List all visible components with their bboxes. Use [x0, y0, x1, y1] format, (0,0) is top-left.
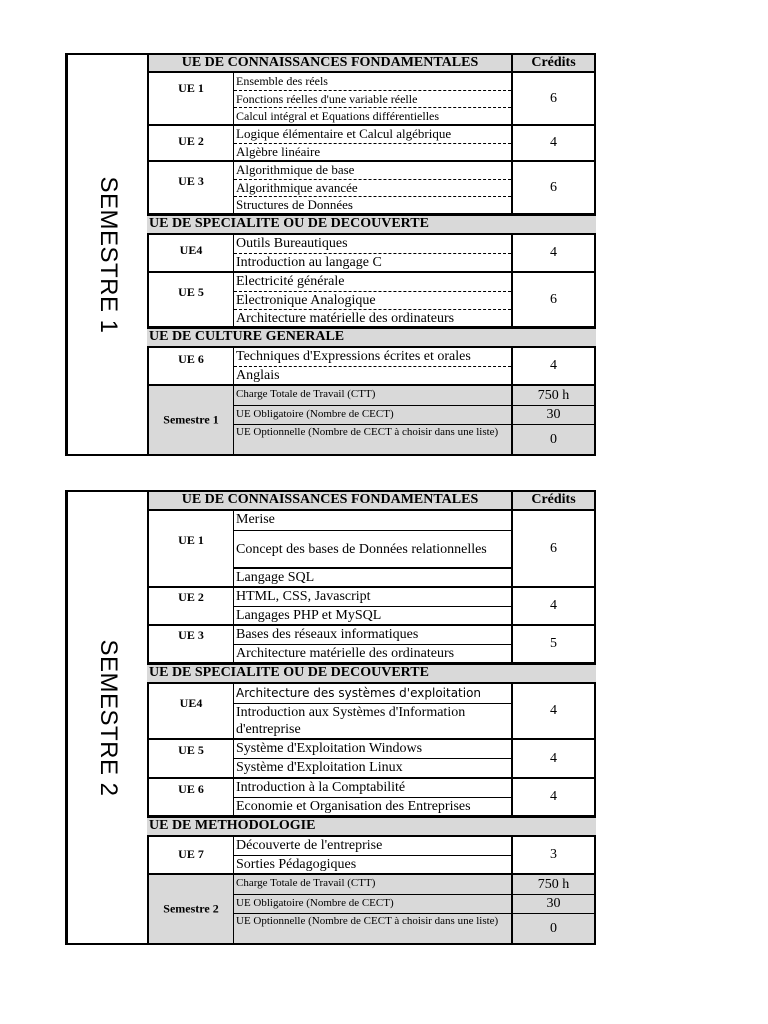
semester-2-label [65, 490, 147, 945]
semester-1-label [65, 53, 147, 456]
header-credits: Crédits [513, 492, 596, 509]
ue-courses [233, 126, 513, 160]
ue-code: UE 6 [147, 348, 233, 384]
ue-credits: 6 [513, 273, 596, 326]
ue-credits: 4 [513, 348, 596, 384]
ue-row-1 [147, 511, 596, 588]
course: Logique élémentaire et Calcul algébrique [236, 126, 452, 141]
course: Découverte de l'entreprise [236, 838, 383, 853]
ue-code: UE 3 [147, 626, 233, 662]
course: Système d'Exploitation Windows [236, 741, 423, 756]
summary-rows [233, 386, 596, 454]
course: Algorithmique de base [236, 162, 355, 177]
ue-row-2 [147, 588, 596, 626]
ue-code: UE 2 [147, 588, 233, 624]
summary-ctt-row [233, 386, 596, 405]
semester-1-table [65, 53, 596, 456]
ue-row-3 [147, 162, 596, 215]
summary-oblig-label: UE Obligatoire (Nombre de CECT) [233, 895, 513, 913]
ue-row-1 [147, 73, 596, 126]
course: HTML, CSS, Javascript [236, 589, 371, 604]
course: Ensemble des réels [236, 74, 328, 88]
course: Architecture matérielle des ordinateurs [234, 309, 511, 327]
ue-row-2 [147, 126, 596, 162]
course: Economie et Organisation des Entreprises [234, 797, 511, 815]
ue-code: UE4 [147, 235, 233, 271]
ue-courses [233, 684, 513, 738]
semester-2-table [65, 490, 596, 945]
ue-code: UE 1 [147, 511, 233, 586]
course: Fonctions réelles d'une variable réelle [234, 90, 511, 107]
ue-credits: 4 [513, 684, 596, 738]
ue-code: UE4 [147, 684, 233, 738]
ue-courses [233, 73, 513, 124]
course: Techniques d'Expressions écrites et orales [236, 349, 471, 364]
summary-option-label: UE Optionnelle (Nombre de CECT à choisir dans une liste) [233, 425, 513, 454]
summary-oblig-value: 30 [513, 406, 596, 424]
summary-option-row [233, 913, 596, 943]
summary-oblig-value: 30 [513, 895, 596, 913]
ue-courses [233, 511, 513, 586]
course: Algèbre linéaire [234, 143, 511, 160]
course: Electronique Analogique [234, 291, 511, 309]
header-row [147, 490, 596, 511]
ue-code: UE 2 [147, 126, 233, 160]
summary-block [147, 875, 596, 945]
summary-ctt-label: Charge Totale de Travail (CTT) [233, 386, 513, 405]
summary-ctt-value: 750 h [513, 875, 596, 894]
category-row-culture: UE DE CULTURE GENERALE [147, 328, 596, 348]
category-row-methodologie: UE DE METHODOLOGIE [147, 817, 596, 837]
semester-2-label-text: SEMESTRE 2 [94, 638, 122, 797]
ue-row-5 [147, 740, 596, 779]
summary-option-row [233, 424, 596, 454]
ue-row-4 [147, 684, 596, 740]
course: Bases des réseaux informatiques [236, 627, 419, 642]
course: Outils Bureautiques [236, 236, 348, 251]
course: Algorithmique avancée [234, 179, 511, 196]
summary-oblig-label: UE Obligatoire (Nombre de CECT) [233, 406, 513, 424]
semester-2-grid [147, 490, 596, 945]
ue-code: UE 6 [147, 779, 233, 815]
summary-option-value: 0 [513, 914, 596, 943]
course: Introduction à la Comptabilité [236, 780, 406, 795]
ue-courses [233, 273, 513, 326]
ue-courses [233, 779, 513, 815]
ue-credits: 6 [513, 162, 596, 213]
course: Merise [236, 512, 275, 527]
category-row-specialite: UE DE SPECIALITE OU DE DECOUVERTE [147, 664, 596, 684]
header-title: UE DE CONNAISSANCES FONDAMENTALES [147, 492, 513, 509]
ue-credits: 6 [513, 73, 596, 124]
course: Introduction aux Systèmes d'Information d'entreprise [234, 703, 511, 738]
summary-ctt-value: 750 h [513, 386, 596, 405]
course: Calcul intégral et Equations différentielles [234, 107, 511, 124]
course: Langage SQL [234, 568, 511, 586]
ue-courses [233, 235, 513, 271]
summary-oblig-row [233, 894, 596, 913]
course: Concept des bases de Données relationnelles [234, 530, 511, 568]
semester-1-label-text: SEMESTRE 1 [94, 175, 122, 334]
summary-block [147, 386, 596, 456]
course: Structures de Données [234, 196, 511, 213]
ue-code: UE 1 [147, 73, 233, 124]
ue-row-6 [147, 348, 596, 386]
course: Sorties Pédagogiques [234, 855, 511, 873]
ue-courses [233, 162, 513, 213]
category-row-specialite: UE DE SPECIALITE OU DE DECOUVERTE [147, 215, 596, 235]
summary-rows [233, 875, 596, 943]
ue-row-5 [147, 273, 596, 328]
ue-credits: 5 [513, 626, 596, 662]
ue-credits: 6 [513, 511, 596, 586]
ue-courses [233, 837, 513, 873]
course: Langages PHP et MySQL [234, 606, 511, 624]
ue-code: UE 5 [147, 740, 233, 777]
course: Anglais [234, 366, 511, 384]
ue-credits: 4 [513, 740, 596, 777]
summary-oblig-row [233, 405, 596, 424]
course: Architecture des systèmes d'exploitation [236, 686, 482, 700]
summary-option-value: 0 [513, 425, 596, 454]
ue-row-3 [147, 626, 596, 664]
summary-ctt-label: Charge Totale de Travail (CTT) [233, 875, 513, 894]
ue-code: UE 3 [147, 162, 233, 213]
ue-courses [233, 588, 513, 624]
course: Système d'Exploitation Linux [234, 758, 511, 777]
summary-code: Semestre 1 [147, 386, 233, 454]
ue-courses [233, 626, 513, 662]
summary-code: Semestre 2 [147, 875, 233, 943]
ue-row-7 [147, 837, 596, 875]
header-row [147, 53, 596, 73]
semester-1-grid [147, 53, 596, 456]
ue-code: UE 7 [147, 837, 233, 873]
header-credits: Crédits [513, 55, 596, 71]
ue-code: UE 5 [147, 273, 233, 326]
header-title: UE DE CONNAISSANCES FONDAMENTALES [147, 55, 513, 71]
summary-ctt-row [233, 875, 596, 894]
ue-row-4 [147, 235, 596, 273]
ue-courses [233, 740, 513, 777]
ue-row-6 [147, 779, 596, 817]
course: Introduction au langage C [234, 253, 511, 271]
course: Electricité générale [236, 274, 345, 289]
ue-courses [233, 348, 513, 384]
ue-credits: 4 [513, 126, 596, 160]
course: Architecture matérielle des ordinateurs [234, 644, 511, 662]
ue-credits: 4 [513, 588, 596, 624]
ue-credits: 4 [513, 235, 596, 271]
ue-credits: 4 [513, 779, 596, 815]
summary-option-label: UE Optionnelle (Nombre de CECT à choisir dans une liste) [233, 914, 513, 943]
ue-credits: 3 [513, 837, 596, 873]
